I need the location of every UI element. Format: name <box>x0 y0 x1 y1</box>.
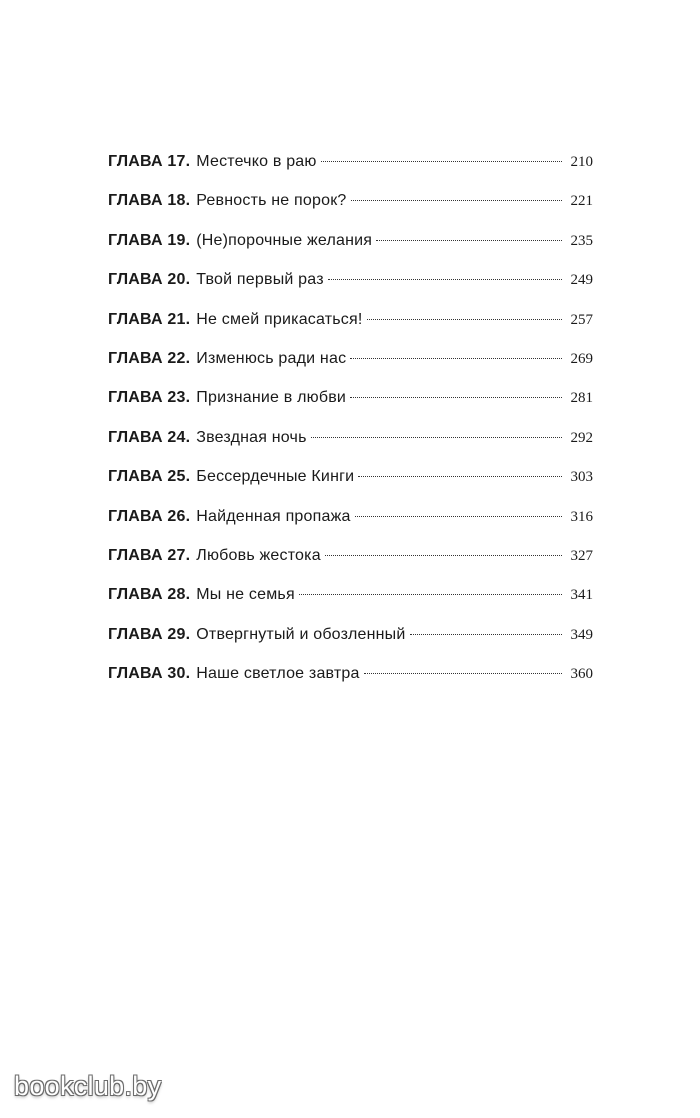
toc-entry <box>108 575 593 614</box>
dot-leader <box>328 279 562 280</box>
chapter-label: ГЛАВА 22. <box>108 349 191 367</box>
page-number: 349 <box>570 626 593 643</box>
page-number: 257 <box>570 311 593 328</box>
dot-leader <box>351 200 562 201</box>
chapter-label: ГЛАВА 28. <box>108 586 191 604</box>
dot-leader <box>325 555 562 556</box>
chapter-title: Любовь жестока <box>196 546 321 564</box>
toc-entry <box>108 142 593 181</box>
dot-leader <box>355 516 562 517</box>
page-number: 281 <box>570 390 593 407</box>
page-number: 303 <box>570 469 593 486</box>
chapter-title: (Не)порочные желания <box>196 231 373 249</box>
chapter-title: Найденная пропажа <box>196 507 351 525</box>
table-of-contents <box>108 142 593 693</box>
dot-leader <box>367 319 562 320</box>
chapter-label: ГЛАВА 29. <box>108 625 191 643</box>
toc-entry <box>108 300 593 339</box>
chapter-label: ГЛАВА 30. <box>108 665 191 683</box>
chapter-title: Бессердечные Кинги <box>196 468 355 486</box>
chapter-title: Отвергнутый и обозленный <box>196 625 406 643</box>
toc-entry <box>108 339 593 378</box>
dot-leader <box>311 437 562 438</box>
chapter-label: ГЛАВА 27. <box>108 546 191 564</box>
page-number: 249 <box>570 272 593 289</box>
toc-entry <box>108 260 593 299</box>
toc-entry <box>108 221 593 260</box>
toc-entry <box>108 497 593 536</box>
chapter-title: Признание в любви <box>196 389 347 407</box>
chapter-title: Не смей прикасаться! <box>196 310 363 328</box>
chapter-title: Местечко в раю <box>196 153 317 170</box>
chapter-label: ГЛАВА 20. <box>108 271 191 289</box>
chapter-label: ГЛАВА 26. <box>108 507 191 525</box>
dot-leader <box>321 161 562 162</box>
toc-entry <box>108 181 593 220</box>
page-number: 341 <box>570 587 593 604</box>
chapter-title: Изменюсь ради нас <box>196 349 347 367</box>
dot-leader <box>376 240 562 241</box>
page-number: 210 <box>570 154 593 170</box>
chapter-label: ГЛАВА 18. <box>108 192 191 210</box>
dot-leader <box>364 673 562 674</box>
toc-entry <box>108 378 593 417</box>
toc-entry <box>108 654 593 693</box>
toc-entry <box>108 615 593 654</box>
page-number: 221 <box>570 193 593 210</box>
dot-leader <box>299 594 562 595</box>
chapter-title: Мы не семья <box>196 586 295 604</box>
chapter-title: Звездная ночь <box>196 428 307 446</box>
dot-leader <box>350 358 562 359</box>
toc-entry <box>108 457 593 496</box>
page-number: 292 <box>570 429 593 446</box>
watermark: bookclub.by <box>14 1071 162 1101</box>
chapter-label: ГЛАВА 19. <box>108 231 191 249</box>
dot-leader <box>350 397 562 398</box>
chapter-label: ГЛАВА 23. <box>108 389 191 407</box>
chapter-title: Ревность не порок? <box>196 192 347 210</box>
page-number: 316 <box>570 508 593 525</box>
chapter-title: Твой первый раз <box>196 271 324 289</box>
chapter-label: ГЛАВА 17. <box>108 153 191 170</box>
page-number: 269 <box>570 350 593 367</box>
page-number: 235 <box>570 232 593 249</box>
dot-leader <box>358 476 562 477</box>
dot-leader <box>410 634 562 635</box>
toc-entry <box>108 418 593 457</box>
toc-entry <box>108 536 593 575</box>
chapter-label: ГЛАВА 21. <box>108 310 191 328</box>
page-number: 327 <box>570 547 593 564</box>
chapter-label: ГЛАВА 25. <box>108 468 191 486</box>
chapter-title: Наше светлое завтра <box>196 665 360 683</box>
chapter-label: ГЛАВА 24. <box>108 428 191 446</box>
page-number: 360 <box>570 666 593 683</box>
